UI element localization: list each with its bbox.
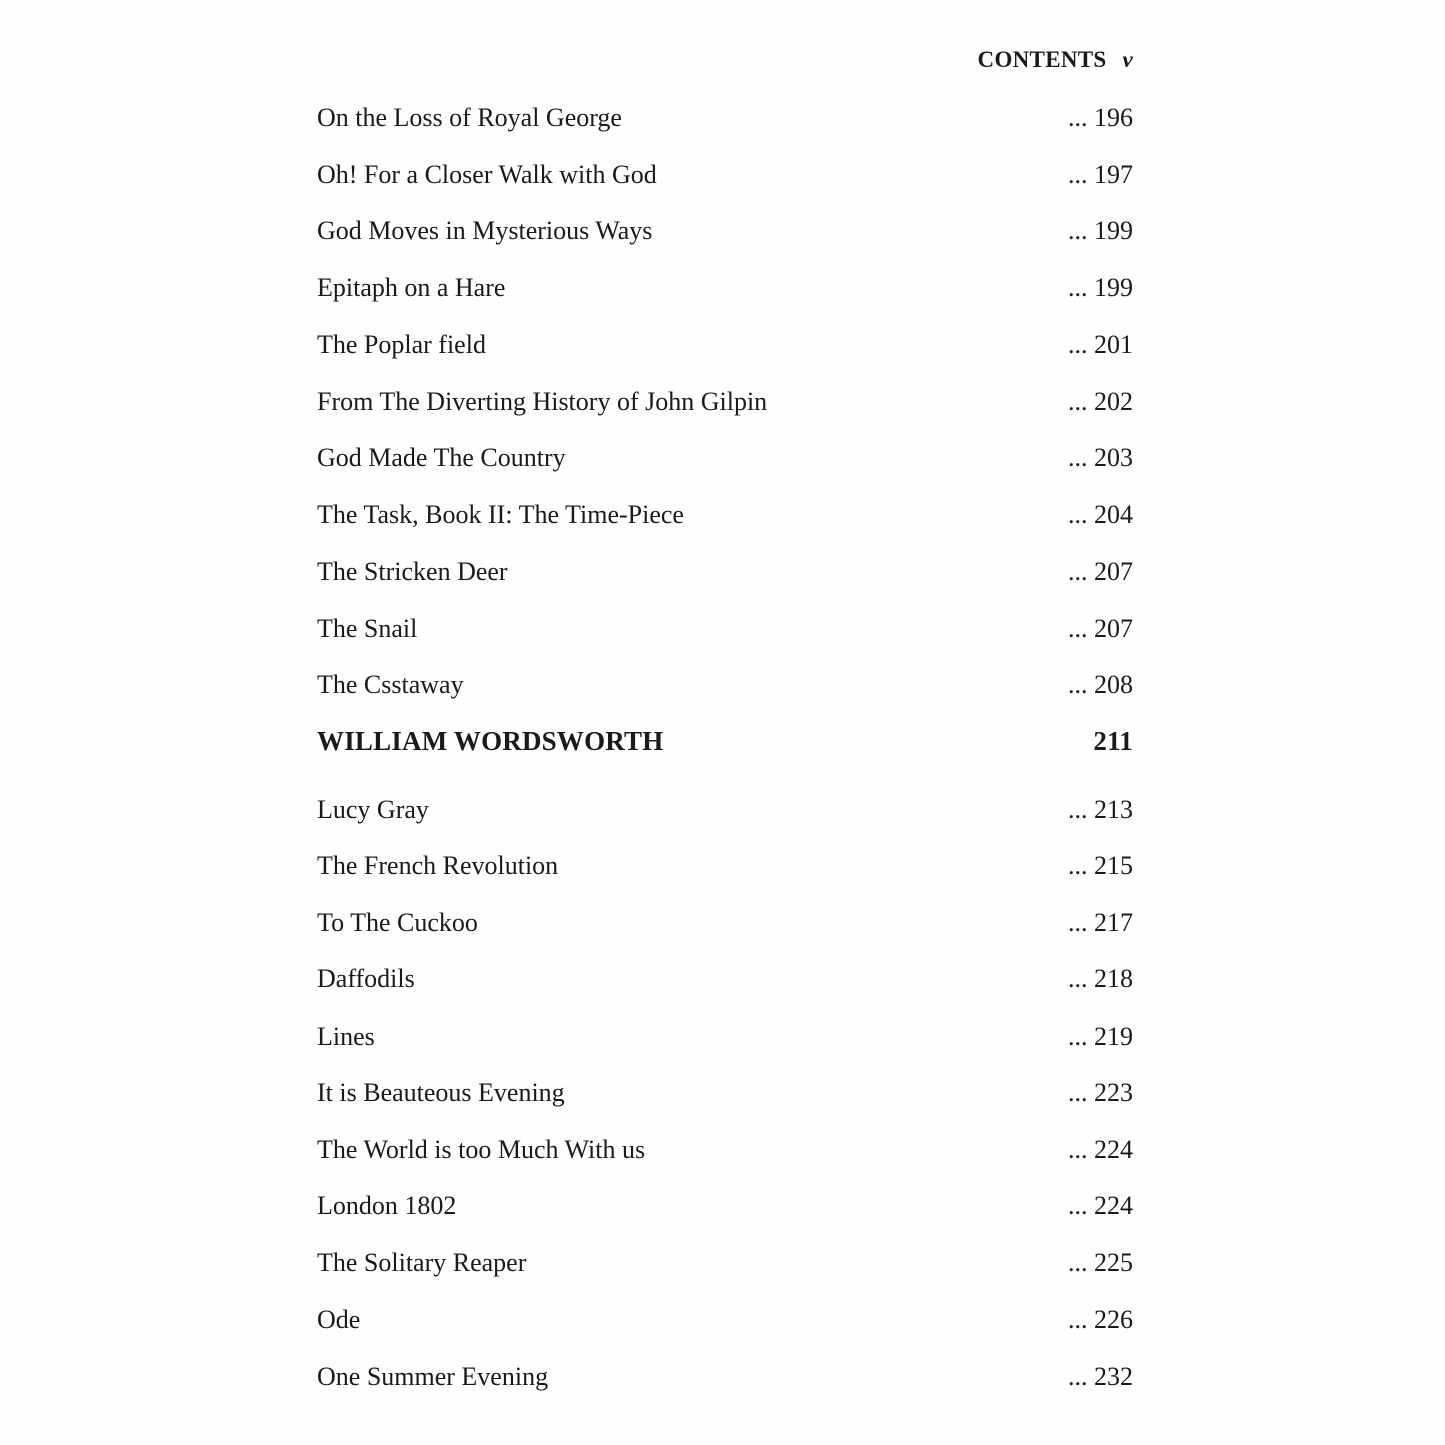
toc-entry-page: ... 207 bbox=[1068, 614, 1133, 643]
toc-entry bbox=[317, 1133, 1133, 1167]
toc-entry-title: God Moves in Mysterious Ways bbox=[317, 216, 653, 245]
toc-entry-page: ... 204 bbox=[1068, 500, 1133, 529]
toc-entry-title: Ode bbox=[317, 1305, 361, 1334]
toc-entry-page: ... 197 bbox=[1068, 160, 1133, 189]
toc-entry-title: The Poplar field bbox=[317, 330, 486, 359]
toc-section-title: WILLIAM WORDSWORTH bbox=[317, 726, 664, 756]
toc-entry-page: ... 208 bbox=[1068, 670, 1133, 699]
toc-entry-title: On the Loss of Royal George bbox=[317, 103, 622, 132]
toc-entry bbox=[317, 962, 1133, 996]
toc-section-heading bbox=[317, 724, 1133, 758]
toc-entry-title: Lucy Gray bbox=[317, 795, 429, 824]
toc-entry bbox=[317, 849, 1133, 883]
toc-entry bbox=[317, 612, 1133, 646]
toc-page bbox=[317, 0, 1133, 1445]
toc-entry-title: To The Cuckoo bbox=[317, 908, 478, 937]
running-head-label: CONTENTS bbox=[977, 47, 1107, 72]
toc-entry bbox=[317, 1076, 1133, 1110]
toc-entry-title: The French Revolution bbox=[317, 851, 559, 880]
toc-entry bbox=[317, 1246, 1133, 1280]
toc-entry-title: From The Diverting History of John Gilpin bbox=[317, 387, 768, 416]
toc-entry-title: Epitaph on a Hare bbox=[317, 273, 506, 302]
toc-entry bbox=[317, 668, 1133, 702]
toc-entry bbox=[317, 385, 1133, 419]
toc-entry bbox=[317, 214, 1133, 248]
toc-entry-title: Oh! For a Closer Walk with God bbox=[317, 160, 657, 189]
toc-entry-title: It is Beauteous Evening bbox=[317, 1078, 565, 1107]
toc-entry bbox=[317, 328, 1133, 362]
toc-entry bbox=[317, 498, 1133, 532]
toc-section-page: 211 bbox=[1093, 726, 1133, 756]
toc-entry-title: Lines bbox=[317, 1022, 375, 1051]
toc-entry bbox=[317, 793, 1133, 827]
toc-entry bbox=[317, 101, 1133, 135]
toc-entry bbox=[317, 1020, 1133, 1054]
page-folio: v bbox=[1122, 47, 1133, 72]
toc-entry-page: ... 217 bbox=[1068, 908, 1133, 937]
toc-entry-page: ... 225 bbox=[1068, 1248, 1133, 1277]
toc-entry-page: ... 224 bbox=[1068, 1191, 1133, 1220]
toc-entry-page: ... 218 bbox=[1068, 964, 1133, 993]
toc-entry-page: ... 223 bbox=[1068, 1078, 1133, 1107]
toc-entry-title: The Csstaway bbox=[317, 670, 464, 699]
toc-entry-page: ... 215 bbox=[1068, 851, 1133, 880]
toc-entry-page: ... 226 bbox=[1068, 1305, 1133, 1334]
toc-entry-title: God Made The Country bbox=[317, 443, 566, 472]
toc-entry-page: ... 199 bbox=[1068, 273, 1133, 302]
toc-entry-page: ... 199 bbox=[1068, 216, 1133, 245]
toc-entry-page: ... 219 bbox=[1068, 1022, 1133, 1051]
toc-entry-page: ... 232 bbox=[1068, 1362, 1133, 1391]
toc-entry-title: The Task, Book II: The Time-Piece bbox=[317, 500, 684, 529]
toc-entry-title: London 1802 bbox=[317, 1191, 457, 1220]
toc-entry-title: One Summer Evening bbox=[317, 1362, 549, 1391]
toc-entry-page: ... 202 bbox=[1068, 387, 1133, 416]
toc-entry bbox=[317, 906, 1133, 940]
toc-entry-page: ... 207 bbox=[1068, 557, 1133, 586]
toc-entry bbox=[317, 271, 1133, 305]
toc-entry-page: ... 196 bbox=[1068, 103, 1133, 132]
toc-entry-title: The Snail bbox=[317, 614, 418, 643]
running-head bbox=[978, 47, 1133, 73]
toc-entry-title: Daffodils bbox=[317, 964, 415, 993]
toc-entry-title: The World is too Much With us bbox=[317, 1135, 646, 1164]
toc-entry bbox=[317, 1303, 1133, 1337]
toc-entry-title: The Solitary Reaper bbox=[317, 1248, 527, 1277]
toc-entry-page: ... 201 bbox=[1068, 330, 1133, 359]
toc-entry bbox=[317, 555, 1133, 589]
toc-entry-page: ... 224 bbox=[1068, 1135, 1133, 1164]
toc-entry-page: ... 203 bbox=[1068, 443, 1133, 472]
toc-entry-page: ... 213 bbox=[1068, 795, 1133, 824]
toc-entry bbox=[317, 1189, 1133, 1223]
toc-entry bbox=[317, 158, 1133, 192]
toc-entry bbox=[317, 1360, 1133, 1394]
toc-entry bbox=[317, 441, 1133, 475]
toc-entry-title: The Stricken Deer bbox=[317, 557, 508, 586]
